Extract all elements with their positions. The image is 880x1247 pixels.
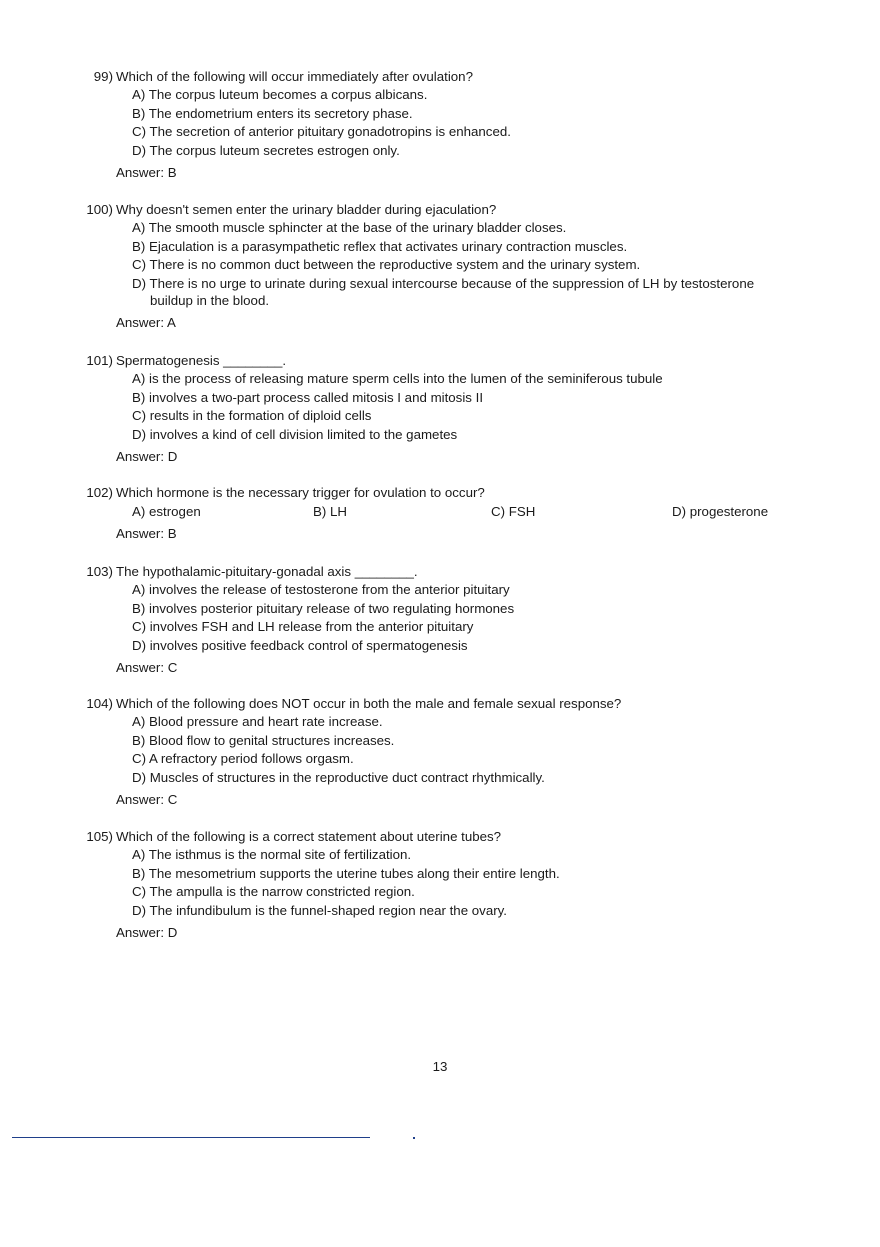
- answer: Answer: C: [116, 792, 178, 807]
- question-105: [0, 828, 880, 942]
- option-c: C) involves FSH and LH release from the anterior pituitary: [132, 619, 474, 634]
- option-d: D) The infundibulum is the funnel-shaped region near the ovary.: [132, 902, 508, 918]
- answer: Answer: D: [116, 925, 178, 940]
- option-b: B) LH: [313, 504, 347, 519]
- question-text: The hypothalamic-pituitary-gonadal axis ________.: [116, 564, 418, 579]
- option-c: C) FSH: [491, 504, 536, 519]
- option-b: B) involves a two-part process called mitosis I and mitosis II: [132, 389, 484, 405]
- question-text: Spermatogenesis ________.: [116, 353, 287, 368]
- option-a: A) estrogen: [132, 504, 201, 519]
- question-text: Which of the following will occur immediately after ovulation?: [116, 69, 473, 84]
- answer: Answer: B: [116, 526, 177, 541]
- option-b: B) Ejaculation is a parasympathetic reflex that activates urinary contraction muscles.: [132, 238, 628, 254]
- question-number: 104): [86, 696, 113, 711]
- option-a: A) The smooth muscle sphincter at the base of the urinary bladder closes.: [132, 220, 567, 235]
- answer: Answer: A: [116, 314, 176, 330]
- question-number: 101): [86, 353, 113, 368]
- option-a: A) The corpus luteum becomes a corpus albicans.: [132, 87, 428, 102]
- option-a: A) involves the release of testosterone from the anterior pituitary: [132, 582, 510, 597]
- question-99: [0, 68, 880, 182]
- question-number: 105): [86, 829, 113, 844]
- option-a: A) The isthmus is the normal site of fertilization.: [132, 847, 412, 862]
- option-c: C) A refractory period follows orgasm.: [132, 751, 354, 766]
- question-102: [0, 484, 880, 543]
- question-number: 103): [86, 564, 113, 579]
- option-c: C) results in the formation of diploid cells: [132, 408, 372, 423]
- question-text: Which of the following is a correct statement about uterine tubes?: [116, 829, 502, 844]
- option-c: C) The ampulla is the narrow constricted region.: [132, 884, 415, 899]
- option-d: D) Muscles of structures in the reproductive duct contract rhythmically.: [132, 769, 545, 785]
- question-100: [0, 201, 880, 332]
- footer-rule: [12, 1137, 370, 1138]
- question-101: [0, 352, 880, 466]
- option-a: A) Blood pressure and heart rate increase.: [132, 714, 383, 729]
- option-d: D) involves a kind of cell division limited to the gametes: [132, 426, 458, 442]
- question-text: Which of the following does NOT occur in both the male and female sexual response?: [116, 696, 622, 711]
- option-a: A) is the process of releasing mature sperm cells into the lumen of the seminiferous tubule: [132, 371, 663, 386]
- answer: Answer: C: [116, 660, 178, 675]
- option-d: D) involves positive feedback control of spermatogenesis: [132, 637, 468, 653]
- footer-dot: [413, 1137, 415, 1139]
- question-104: [0, 695, 880, 809]
- options-row: [0, 502, 880, 521]
- question-number: 99): [93, 69, 113, 84]
- answer: Answer: D: [116, 449, 178, 464]
- option-d: D) The corpus luteum secretes estrogen only.: [132, 142, 400, 158]
- page-number: 13: [432, 1059, 448, 1074]
- answer: Answer: B: [116, 165, 177, 180]
- option-b: B) The mesometrium supports the uterine tubes along their entire length.: [132, 865, 560, 881]
- option-b: B) Blood flow to genital structures increases.: [132, 732, 395, 748]
- question-text: Which hormone is the necessary trigger for ovulation to occur?: [116, 485, 485, 500]
- question-number: 102): [86, 485, 113, 500]
- question-text: Why doesn't semen enter the urinary bladder during ejaculation?: [116, 202, 497, 217]
- question-number: 100): [86, 202, 113, 217]
- option-d: D) There is no urge to urinate during sexual intercourse because of the suppression of LH by testosterone buildup in the blood.: [132, 275, 755, 308]
- option-d: D) progesterone: [672, 504, 769, 519]
- question-103: [0, 563, 880, 677]
- option-b: B) The endometrium enters its secretory phase.: [132, 105, 413, 121]
- option-c: C) There is no common duct between the reproductive system and the urinary system.: [132, 257, 641, 272]
- option-c: C) The secretion of anterior pituitary gonadotropins is enhanced.: [132, 124, 511, 139]
- option-b: B) involves posterior pituitary release of two regulating hormones: [132, 600, 515, 616]
